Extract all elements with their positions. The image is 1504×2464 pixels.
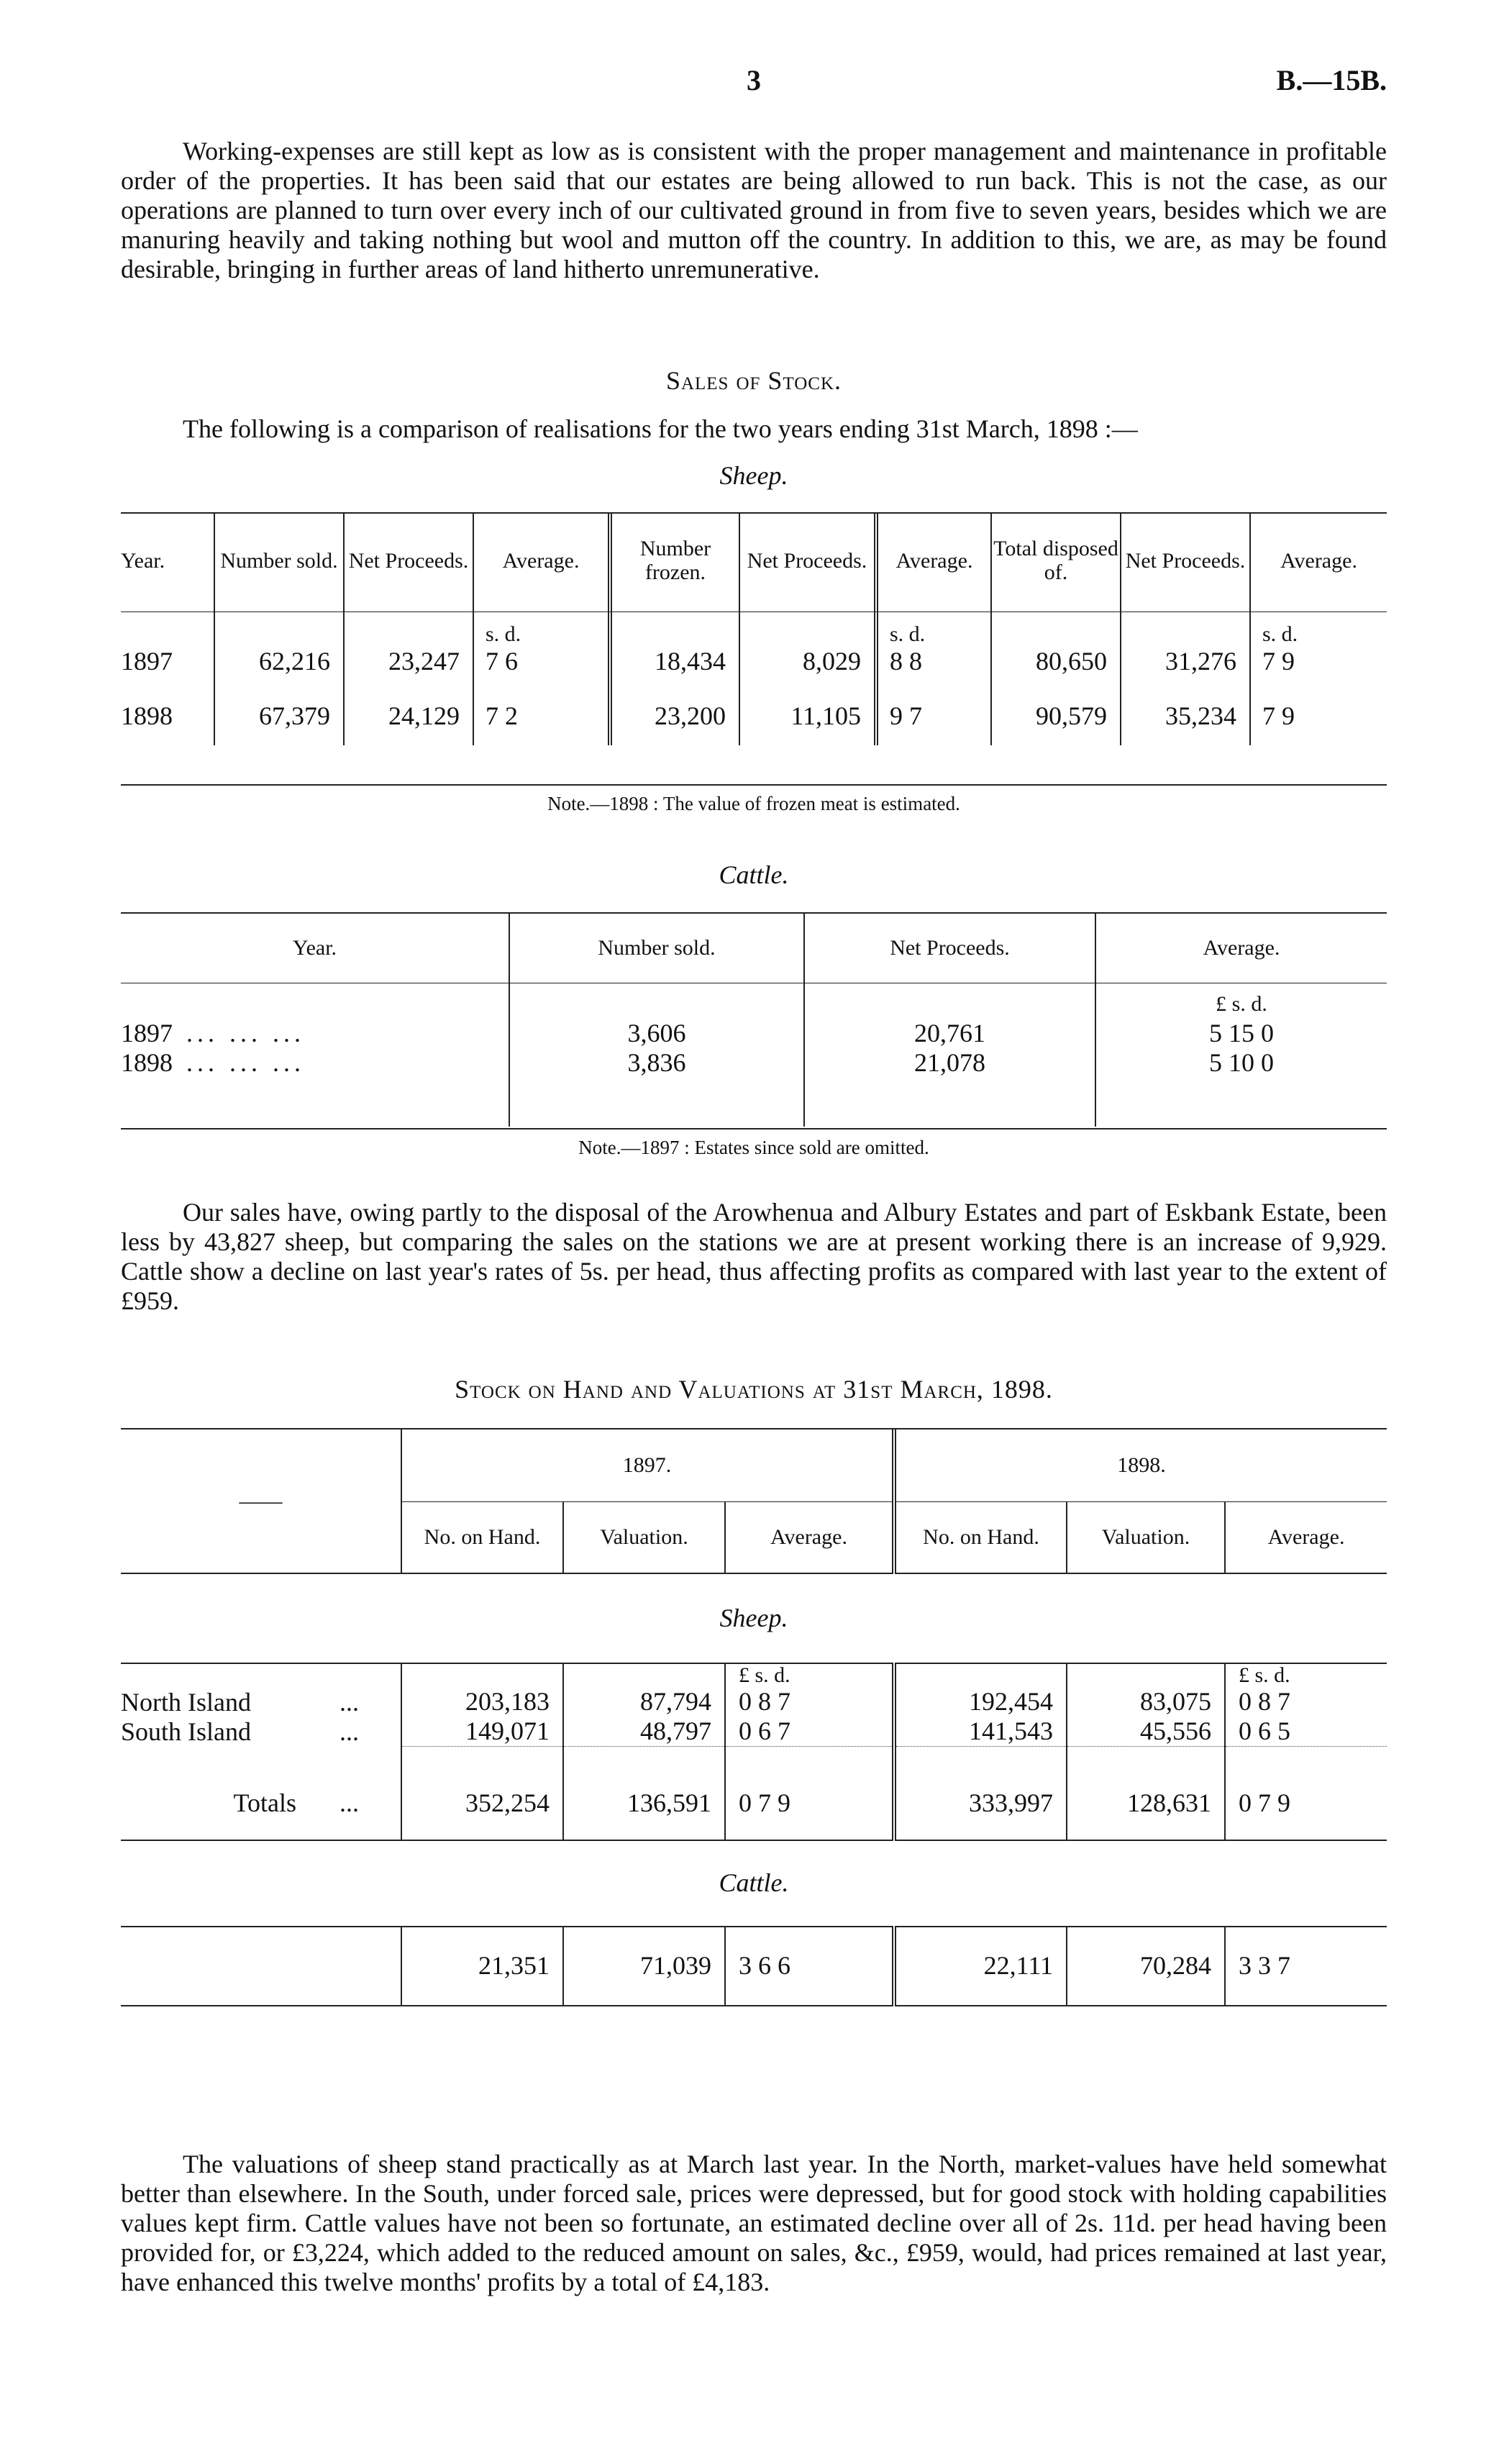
cattle-sales-table <box>121 914 1387 1127</box>
units-label: s. d. <box>486 622 521 646</box>
units-label: s. d. <box>1262 622 1298 646</box>
table-row: 1898 67,379 24,129 7 2 23,200 11,105 9 7 90,579 35,234 7 9 <box>121 686 1387 745</box>
sheep-sales-title: Sheep. <box>719 461 788 490</box>
table-rule <box>121 784 1387 786</box>
col-frozen-average: Average. <box>876 514 991 607</box>
table-header-row: Year. Number sold. Net Proceeds. Average. <box>121 914 1387 983</box>
col-number-frozen: Number frozen. <box>610 514 739 607</box>
cattle-section-row <box>121 1840 1387 1927</box>
year-1898-header: 1898. <box>894 1429 1387 1501</box>
sales-of-stock-heading: Sales of Stock. <box>665 366 842 395</box>
sheep-sales-note: Note.—1898 : The value of frozen meat is estimated. <box>547 793 960 814</box>
units-label: £ s. d. <box>739 1663 790 1687</box>
closing-paragraph: The valuations of sheep stand practically as at March last year. In the North, market-values have held somewhat better than elsewhere. In the South, under forced sale, prices were depressed, but for good stock with holding capabilities values kept firm. Cattle values have not been so fortunate, an estimated decline over all of 2s. 11d. per head having been provided for, or £3,224, which added to the reduced amount on sales, &c., £959, would, had prices remained at last year, have enhanced this twelve months' profits by a total of £4,183. <box>121 2150 1387 2296</box>
sheep-sales-table <box>121 514 1387 745</box>
stock-valuations-table <box>121 1429 1387 2006</box>
sheep-section-row <box>121 1573 1387 1663</box>
col-average: Average. <box>473 514 610 607</box>
table-row: North Island ... South Island ... 203,183 149,071 87,794 48,797 £ s. d. 0 8 7 0 6 7 192,454 141,543 83,075 45,556 £ s. d. 0 8 7 0 6 5 <box>121 1663 1387 1747</box>
table-row: 1897 62,216 23,247 s. d. 7 6 18,434 8,029 s. d. 8 8 80,650 31,276 s. d. 7 9 <box>121 607 1387 686</box>
cattle-sales-title: Cattle. <box>719 860 789 889</box>
units-label: s. d. <box>890 622 926 646</box>
intro-paragraph: Working-expenses are still kept as low as is consistent with the proper management and maintenance in profitable order of the properties. It has been said that our estates are being allowed to run back. This is not the case, as our operations are planned to turn over every inch of our cultivated ground in from five to seven years, besides which we are manuring heavily and taking nothing but wool and mutton off the country. In addition to this, we are, as may be found desirable, bringing in further areas of land hitherto unremunerative. <box>121 137 1387 283</box>
sales-intro: The following is a comparison of realisations for the two years ending 31st March, 1898 :— <box>183 414 1138 443</box>
totals-row: Totals ... 352,254 136,591 0 7 9 333,997 128,631 0 7 9 <box>121 1747 1387 1840</box>
cattle-stock-title: Cattle. <box>121 1840 1387 1927</box>
table-header-row <box>121 514 1387 607</box>
col-total-average: Average. <box>1250 514 1387 607</box>
units-label: £ s. d. <box>1239 1663 1290 1687</box>
table-header-row: No. on Hand. Valuation. Average. No. on Hand. Valuation. Average. <box>121 1501 1387 1573</box>
col-total-disposed: Total disposed of. <box>991 514 1121 607</box>
page-number: 3 <box>747 64 761 96</box>
document-reference: B.—15B. <box>1276 64 1387 96</box>
table-rule <box>121 1128 1387 1129</box>
col-number-sold: Number sold. <box>214 514 344 607</box>
col-frozen-net-proceeds: Net Proceeds. <box>739 514 876 607</box>
cattle-sales-note: Note.—1897 : Estates since sold are omitted. <box>578 1137 929 1158</box>
table-row: 21,351 71,039 3 6 6 22,111 70,284 3 3 7 <box>121 1927 1387 2006</box>
year-1897-header: 1897. <box>401 1429 894 1501</box>
col-net-proceeds: Net Proceeds. <box>344 514 473 607</box>
col-year: Year. <box>121 548 165 573</box>
sheep-stock-title: Sheep. <box>121 1573 1387 1663</box>
stock-on-hand-heading: Stock on Hand and Valuations at 31st March, 1898. <box>455 1375 1053 1404</box>
sales-summary-paragraph: Our sales have, owing partly to the disposal of the Arowhenua and Albury Estates and part of Eskbank Estate, been less by 43,827 sheep, but comparing the sales on the stations we are at present working there is an increase of 9,929. Cattle show a decline on last year's rates of 5s. per head, thus affecting profits as compared with last year to the extent of £959. <box>121 1198 1387 1315</box>
blank-label: —— <box>239 1488 283 1513</box>
col-total-net-proceeds: Net Proceeds. <box>1121 514 1250 607</box>
page-header <box>121 63 1387 106</box>
table-header-row <box>121 1429 1387 1501</box>
table-row: 1897 ... ... ... 1898 ... ... ... 3,606 3,836 20,761 21,078 £ s. d. 5 15 0 5 10 0 <box>121 983 1387 1127</box>
units-label: £ s. d. <box>1216 992 1267 1016</box>
